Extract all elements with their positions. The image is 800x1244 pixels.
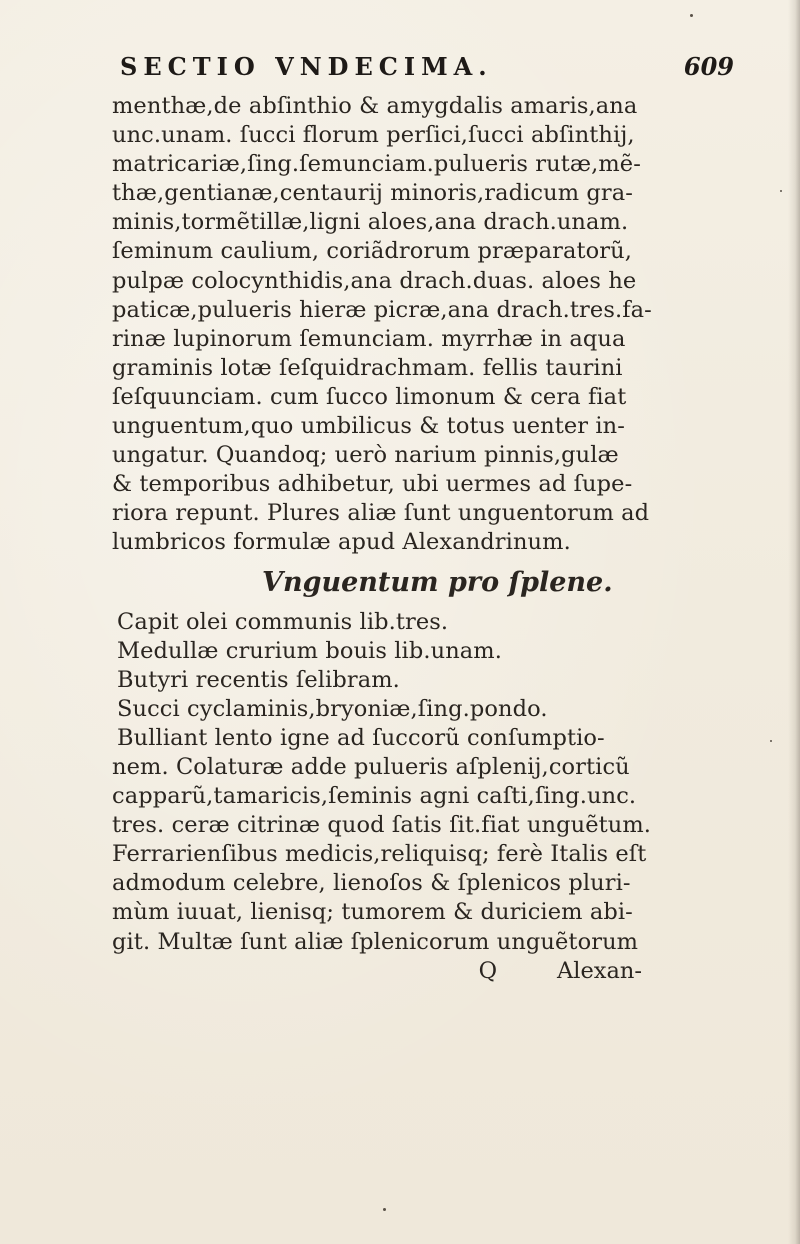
text-line: riora repunt. Plures aliæ ſunt unguentorum ad [112,500,650,527]
text-line: ſeminum caulium, coriãdrorum præparatorũ, [112,238,633,265]
paper-speck [770,740,772,742]
text-line: ungatur. Quandoq; uerò narium pinnis,gulæ [112,442,619,469]
paper-speck [383,1208,386,1211]
paper-speck [690,14,693,17]
paragraph-2 [112,608,752,957]
catchword: Alexan- [557,957,642,984]
text-line: menthæ,de abſinthio & amygdalis amaris,ana [112,93,638,119]
running-head-title: SECTIO VNDECIMA. [120,52,493,81]
text-line: nem. Colaturæ adde pulueris aſplenij,corticũ [112,753,630,780]
text-line: Capit olei communis lib.tres. [117,608,449,635]
text-line: & temporibus adhibetur, ubi uermes ad ſupe- [112,471,633,498]
text-line: tres. ceræ citrinæ quod ſatis ſit.fiat unguẽtum. [112,812,652,839]
text-line: minis,tormẽtillæ,ligni aloes,ana drach.unam. [112,209,629,236]
text-line: pulpæ colocynthidis,ana drach.duas. aloes he [112,267,637,294]
text-line: unguentum,quo umbilicus & totus uenter in- [112,413,625,440]
text-line: thæ,gentianæ,centaurij minoris,radicum gra- [112,180,633,207]
section-heading: Vnguentum pro ſplene. [262,566,613,598]
text-line: admodum celebre, lienoſos & ſplenicos pluri- [112,870,631,897]
text-line: Butyri recentis ſelibram. [117,666,400,693]
paragraph-1 [112,92,752,558]
text-line: unc.unam. ſucci florum perſici,ſucci abſinthij, [112,122,635,149]
page-number: 609 [683,52,734,81]
running-head [112,52,752,92]
text-line: lumbricos formulæ apud Alexandrinum. [112,529,571,556]
text-line: graminis lotæ ſeſquidrachmam. fellis taurini [112,354,623,381]
text-line: paticæ,pulueris hieræ picræ,ana drach.tres.fa- [112,296,652,323]
text-line: git. Multæ ſunt aliæ ſplenicorum unguẽtorum [112,928,639,955]
text-line: ſeſquunciam. cum ſucco limonum & cera fiat [112,383,627,410]
text-line: Ferrarienſibus medicis,reliquisq; ferè Italis eſt [112,841,647,868]
page-edge-shadow [788,0,800,1244]
text-line: rinæ lupinorum ſemunciam. myrrhæ in aqua [112,325,626,352]
text-block [112,52,752,986]
signature-mark: Q [478,957,498,984]
text-line: matricariæ,ſing.ſemunciam.pulueris rutæ,mẽ- [112,151,641,178]
text-line: Succi cyclaminis,bryoniæ,ſing.pondo. [117,695,548,722]
text-line: Medullæ crurium bouis lib.unam. [117,637,502,664]
text-line: mùm iuuat, lienisq; tumorem & duriciem abi- [112,899,633,926]
text-line: Bulliant lento igne ad ſuccorũ conſumptio- [117,724,605,751]
paper-speck [780,190,782,192]
catchword-line [112,957,752,986]
text-line: capparũ,tamaricis,ſeminis agni caſti,ſing.unc. [112,783,637,810]
